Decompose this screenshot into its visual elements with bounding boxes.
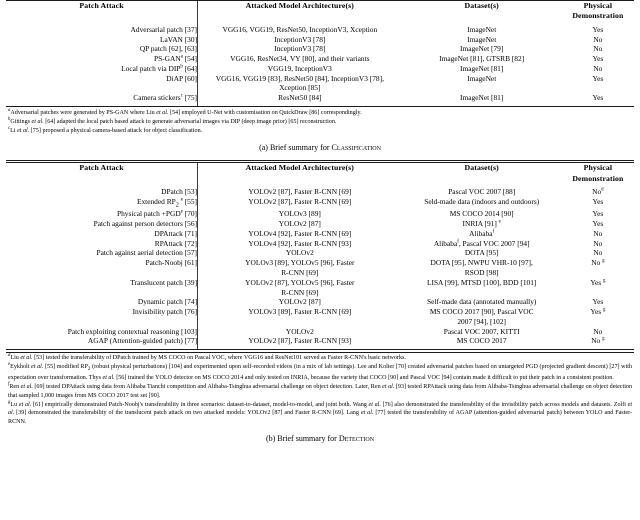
caption-classification	[6, 136, 634, 160]
header-physical-line1: Physical	[583, 1, 613, 10]
cell-architecture: YOLOv3 [89]	[278, 209, 321, 219]
header-dataset-b: Dataset(s)	[464, 163, 499, 173]
header-architecture-b: Attacked Model Architecture(s)	[245, 163, 355, 173]
cell-patch-attack: PS-GAN$^a$ [54]	[6, 54, 198, 64]
cell-patch-attack: LaVAN [30]	[6, 35, 198, 45]
cell-dataset: DOTA [95], NWPU VHR-10 [97], RSOD [98]	[430, 258, 533, 277]
footnote-marker: c	[8, 125, 11, 131]
footnote-marker: g	[8, 399, 11, 405]
table-b-footnotes	[6, 353, 634, 427]
cell-patch-attack: DPatch [53]	[6, 184, 198, 197]
cell-dataset: Seld-made data (indoors and outdoors)	[424, 196, 540, 206]
header-dataset: Dataset(s)	[464, 1, 499, 10]
cell-physical-demonstration: Yes $^g$	[590, 277, 606, 287]
cell-patch-attack: Patch exploiting contextual reasoning [103]	[6, 327, 198, 337]
caption-b-term: Detection	[338, 433, 375, 443]
table-row	[6, 209, 634, 219]
table-row	[6, 64, 634, 74]
cell-patch-attack: Physical patch $+PGD^e$ [70]	[6, 209, 198, 219]
header-architecture: Attacked Model Architecture(s)	[245, 1, 355, 10]
table-b-header	[6, 163, 634, 184]
cell-dataset: MS COCO 2017 [90], Pascal VOC 2007 [94], [102]	[429, 307, 534, 326]
cell-architecture: YOLOv4 [92], Faster R-CNN [93]	[248, 238, 352, 248]
cell-architecture: InceptionV3 [78]	[274, 44, 326, 54]
cell-patch-attack: Camera stickers$^c$ [75]	[6, 93, 198, 106]
table-row	[6, 54, 634, 64]
cell-dataset: Self-made data (annotated manually)	[426, 297, 537, 307]
caption-a-term: Classification	[331, 142, 381, 152]
cell-architecture: ResNet50 [84]	[278, 93, 322, 103]
table-block-classification	[6, 0, 634, 160]
cell-physical-demonstration: No	[593, 238, 603, 248]
cell-architecture: YOLOv2 [87], YOLOv5 [96], Faster R-CNN [69]	[245, 277, 355, 297]
table-row	[6, 336, 634, 349]
cell-architecture: YOLOv2 [87], Faster R-CNN [69]	[248, 187, 352, 196]
cell-physical-demonstration: No $^g$	[591, 258, 605, 268]
cell-physical-demonstration: No	[593, 326, 603, 336]
cell-architecture: YOLOv2	[285, 326, 314, 336]
cell-physical-demonstration: No	[593, 44, 603, 54]
cell-dataset: Alibaba$^f$	[469, 228, 495, 238]
cell-architecture: VGG16, ResNet34, VY [80], and their variants	[230, 54, 370, 64]
table-b-header-row	[6, 163, 634, 184]
table-a-footnotes	[6, 107, 634, 135]
table-row	[6, 307, 634, 327]
table-detection	[6, 163, 634, 349]
cell-patch-attack: DPAttack [71]	[6, 229, 198, 239]
footnote: $^d$Liu et al. [53] tested the transferability of DPatch trained by MS COCO on Pascal VOC, where VGG16 and ResNet101 served as Faster R-CNN's basic networks.	[8, 353, 406, 362]
cell-patch-attack: Adversarial patch [37]	[6, 22, 198, 35]
cell-patch-attack: QP patch [62], [63]	[6, 44, 198, 54]
cell-physical-demonstration: No	[593, 34, 603, 44]
cell-dataset: MS COCO 2014 [90]	[449, 209, 514, 219]
cell-dataset: ImageNet [81]	[460, 93, 504, 103]
cell-physical-demonstration: No	[593, 63, 603, 73]
table-row	[6, 229, 634, 239]
cell-patch-attack: AGAP (Attention-guided patch) [77]	[6, 336, 198, 349]
cell-dataset: Pascal VOC 2007, KITTI	[443, 326, 520, 336]
cell-physical-demonstration: Yes	[592, 297, 604, 307]
cell-dataset: ImageNet [81]	[460, 63, 504, 73]
cell-patch-attack: Patch-Noobj [61]	[6, 258, 198, 278]
footnote: $^e$Eykholt et al. [55] modified $RP_2$ (robust physical perturbations) [104] and experimented upon self-recorded videos (in a mix of lab settings). Lee and Kolter [70] created adversarial patches based on untargeted PGD (projected gradient descent) [27] with expectation over transformation. Thys et al. [56] trained the YOLO detector on MS COCO 2014 and only tested on INRIA, because the variety that COCO [90] and Pascal VOC [94] contain made it difficult to put their patch in a consistent position.	[8, 362, 632, 381]
table-row	[6, 219, 634, 229]
cell-architecture: YOLOv2 [87]	[278, 297, 321, 307]
footnote: $^g$Lu et al. [61] empirically demonstrated Patch-Noobj's transferability in three scenarios: dataset-to-dataset, model-to-model, and joint both. Wang et al. [76] also demonstrated the transferability of the invisibility patch across models and datasets. Zolfi et al. [39] demonstrated the transferability of the translucent patch attack on two attacked models: YOLOv2 [87] and Faster R-CNN [69]. Lang et al. [77] tested the transferability of AGAP (attention-guided adversarial patch) between YOLO and Faster-RCNN.	[8, 399, 633, 425]
cell-patch-attack: DiAP [60]	[6, 74, 198, 94]
cell-architecture: YOLOv2 [87], Faster R-CNN [93]	[248, 336, 352, 346]
table-a-header	[6, 1, 634, 22]
cell-architecture: YOLOv2 [87], Faster R-CNN [69]	[248, 196, 352, 206]
table-row	[6, 297, 634, 307]
header-physical-b-line2: Demonstration	[572, 173, 624, 183]
footnote-marker: f	[8, 381, 10, 387]
caption-a-prefix: (a) Brief summary for	[259, 142, 332, 152]
cell-architecture: YOLOv3 [89], YOLOv5 [96], Faster R-CNN [69]	[245, 258, 355, 277]
cell-dataset: ImageNet [81], GTSRB [82]	[439, 54, 525, 64]
table-block-detection	[6, 160, 634, 451]
cell-dataset: ImageNet	[467, 24, 497, 34]
cell-physical-demonstration: Yes $^g$	[590, 307, 606, 317]
table-b-body	[6, 184, 634, 349]
cell-dataset: ImageNet [79]	[460, 44, 504, 54]
cell-architecture: YOLOv2	[285, 248, 314, 258]
footnote: $^f$Ren et al. [69] tested DPAttack using data from Alibaba Tianchi competition and Alibaba-Tsinghua adversarial challenge on object detection. Later, Ren et al. [93] tested RPAttack using data from Alibaba-Tsinghua adversarial challenge on object detection that sampled 1,000 images from MS COCO 2017 test set [90].	[8, 381, 632, 399]
table-row	[6, 239, 634, 249]
cell-architecture: VGG19, InceptionV3	[267, 63, 332, 73]
table-classification	[6, 1, 634, 106]
cell-physical-demonstration: Yes	[592, 219, 604, 229]
cell-physical-demonstration: Yes	[592, 209, 604, 219]
cell-physical-demonstration: No $^g$	[591, 336, 605, 346]
table-row	[6, 327, 634, 337]
footnote: $^c$Li et al. [75] proposed a physical camera-based attack for object classification.	[8, 125, 203, 134]
table-row	[6, 278, 634, 298]
cell-patch-attack: Patch against aerial detection [57]	[6, 248, 198, 258]
header-physical-demonstration-b	[562, 163, 634, 184]
table-row	[6, 22, 634, 35]
cell-dataset: MS COCO 2017	[456, 336, 507, 346]
cell-physical-demonstration: No	[593, 248, 603, 258]
cell-dataset: INRIA [91] $^e$	[462, 219, 501, 229]
caption-b-prefix: (b) Brief summary for	[265, 433, 339, 443]
cell-dataset: Alibaba$^f$, Pascal VOC 2007 [94]	[433, 238, 530, 248]
cell-patch-attack: Invisibility patch [76]	[6, 307, 198, 327]
table-row	[6, 197, 634, 210]
table-a-header-row	[6, 1, 634, 22]
cell-physical-demonstration: Yes	[592, 93, 604, 103]
header-physical-demonstration	[562, 1, 634, 22]
table-row	[6, 74, 634, 94]
table-row	[6, 258, 634, 278]
cell-patch-attack: RPAttack [72]	[6, 239, 198, 249]
footnote-marker: a	[8, 107, 11, 113]
cell-physical-demonstration: Yes	[592, 196, 604, 206]
cell-architecture: VGG16, VGG19, ResNet50, InceptionV3, Xception	[222, 24, 378, 34]
cell-dataset: ImageNet	[467, 34, 497, 44]
table-row	[6, 184, 634, 197]
cell-dataset: DOTA [95]	[464, 248, 499, 258]
cell-physical-demonstration: Yes	[592, 24, 604, 34]
cell-patch-attack: Translucent patch [39]	[6, 278, 198, 298]
cell-dataset: Pascal VOC 2007 [88]	[448, 187, 516, 196]
cell-physical-demonstration: No$^d$	[592, 187, 604, 196]
cell-dataset: LISA [99], MTSD [100], BDD [101]	[426, 277, 537, 287]
cell-physical-demonstration: Yes	[592, 54, 604, 64]
cell-patch-attack: Extended $RP_2$ $^e$ [55]	[6, 197, 198, 210]
table-row	[6, 35, 634, 45]
footnote: $^b$Gittings et al. [64] adapted the local patch based attack to generate adversarial images via DIP (deep image prior) [65] reconstruction.	[8, 116, 337, 125]
cell-architecture: InceptionV3 [78]	[274, 34, 326, 44]
cell-architecture: YOLOv3 [89], Faster R-CNN [69]	[248, 307, 352, 317]
header-physical-b-line1: Physical	[583, 163, 613, 173]
footnote: $^a$Adversarial patches were generated by PS-GAN where Liu et al. [54] employed U-Net with customisation on QuickDraw [86] correspondingly.	[8, 107, 362, 116]
cell-physical-demonstration: No	[593, 228, 603, 238]
table-row	[6, 248, 634, 258]
cell-patch-attack: Patch against person detectors [56]	[6, 219, 198, 229]
header-patch-attack-b: Patch Attack	[6, 163, 198, 184]
header-patch-attack: Patch Attack	[6, 1, 198, 22]
cell-architecture: VGG16, VGG19 [83], ResNet50 [84], InceptionV3 [78], Xception [85]	[215, 73, 384, 93]
header-physical-line2: Demonstration	[572, 11, 624, 21]
table-row	[6, 93, 634, 106]
table-row	[6, 44, 634, 54]
table-a-body	[6, 22, 634, 107]
cell-architecture: YOLOv4 [92], Faster R-CNN [69]	[248, 228, 352, 238]
footnote-marker: d	[8, 353, 11, 359]
caption-detection	[6, 427, 634, 451]
cell-physical-demonstration: Yes	[592, 73, 604, 83]
footnote-marker: e	[8, 362, 11, 368]
cell-architecture: YOLOv2 [87]	[278, 219, 321, 229]
cell-patch-attack: Dynamic patch [74]	[6, 297, 198, 307]
cell-patch-attack: Local patch via DIP$^b$ [64]	[6, 64, 198, 74]
footnote-marker: b	[8, 116, 11, 122]
cell-dataset: ImageNet	[467, 73, 497, 83]
